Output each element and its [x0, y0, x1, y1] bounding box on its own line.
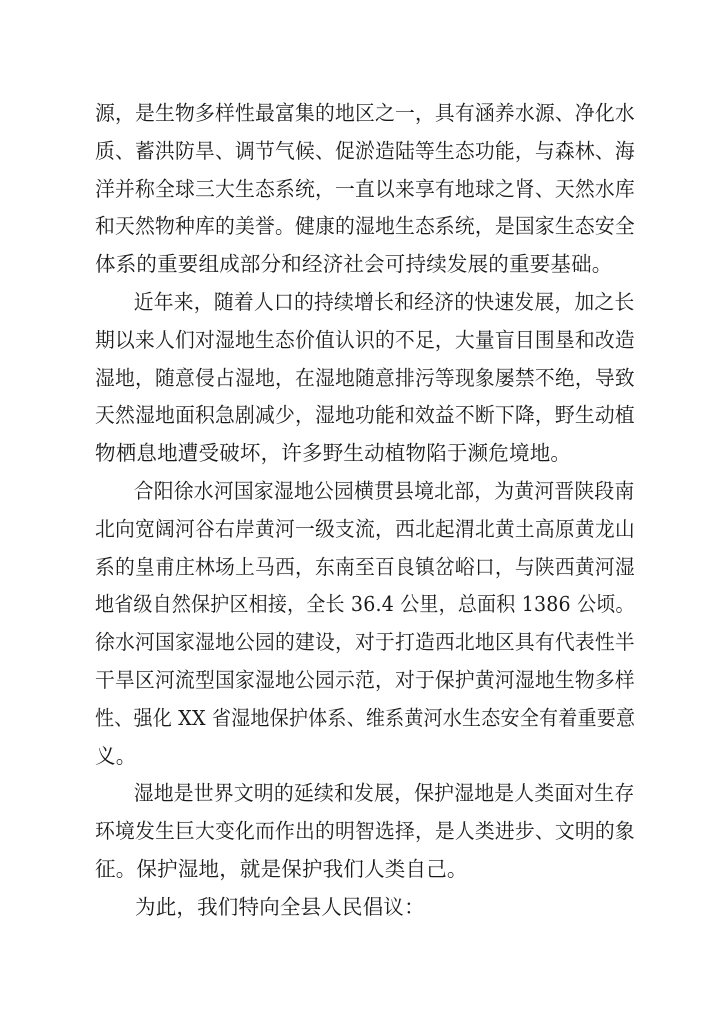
text-line: 质、蓄洪防旱、调节气候、促淤造陆等生态功能，与森林、海: [95, 138, 635, 163]
text-line: 物栖息地遭受破坏，许多野生动植物陷于濒危境地。: [95, 441, 572, 466]
text-line: 义。: [95, 743, 137, 768]
text-line: 期以来人们对湿地生态价值认识的不足，大量盲目围垦和改造: [95, 327, 635, 352]
paragraph-wetland-decline: [95, 284, 635, 473]
text-line: 徐水河国家湿地公园的建设，对于打造西北地区具有代表性半: [95, 630, 635, 655]
text-line: 体系的重要组成部分和经济社会可持续发展的重要基础。: [95, 252, 613, 277]
text-line: 近年来，随着人口的持续增长和经济的快速发展，加之长: [133, 289, 635, 314]
text-line: 性、强化 XX 省湿地保护体系、维系黄河水生态安全有着重要意: [95, 705, 636, 730]
text-line: 湿地是世界文明的延续和发展，保护湿地是人类面对生存: [133, 781, 635, 806]
text-line: 环境发生巨大变化而作出的明智选择，是人类进步、文明的象: [95, 819, 635, 844]
paragraph-wetland-value: [95, 95, 635, 284]
text-line: 为此，我们特向全县人民倡议：: [135, 894, 425, 919]
text-line: 和天然物种库的美誉。健康的湿地生态系统，是国家生态安全: [95, 214, 635, 239]
text-line: 天然湿地面积急剧减少，湿地功能和效益不断下降，野生动植: [95, 403, 635, 428]
text-line: 征。保护湿地，就是保护我们人类自己。: [95, 856, 468, 881]
paragraph-wetland-civilization: [95, 775, 635, 888]
text-line: 系的皇甫庄林场上马西，东南至百良镇岔峪口，与陕西黄河湿: [95, 554, 635, 579]
text-line: 北向宽阔河谷右岸黄河一级支流，西北起渭北黄土高原黄龙山: [95, 516, 635, 541]
text-line: 湿地，随意侵占湿地，在湿地随意排污等现象屡禁不绝，导致: [95, 365, 635, 390]
text-line: 地省级自然保护区相接，全长 36.4 公里，总面积 1386 公顷。: [95, 592, 635, 617]
text-line: 干旱区河流型国家湿地公园示范，对于保护黄河湿地生物多样: [95, 667, 635, 692]
text-line: 合阳徐水河国家湿地公园横贯县境北部，为黄河晋陕段南: [133, 478, 635, 503]
text-line: 洋并称全球三大生态系统，一直以来享有地球之肾、天然水库: [95, 176, 635, 201]
paragraph-call-to-action: [95, 889, 635, 927]
text-line: 源，是生物多样性最富集的地区之一，具有涵养水源、净化水: [95, 101, 635, 125]
document-body: [95, 95, 635, 927]
paragraph-xushui-park: [95, 473, 635, 775]
